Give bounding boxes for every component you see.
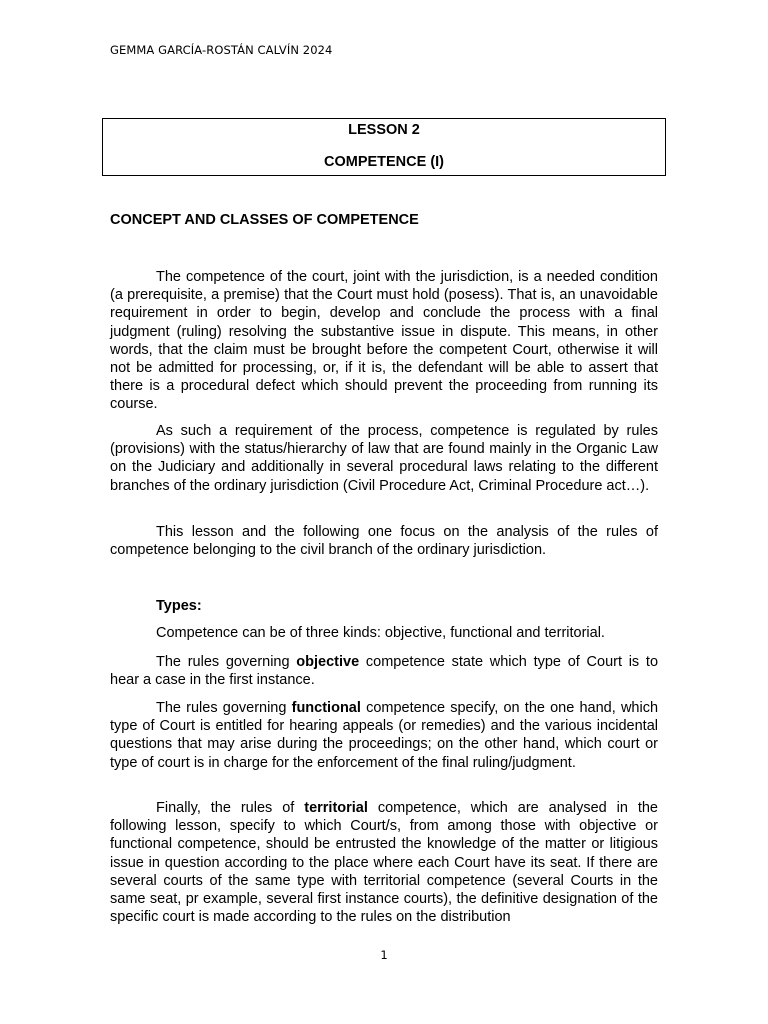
paragraph-7-rest: competence, which are analysed in the following lesson, specify to which Court/s, from among those with objective or functional competence, should be entrusted the knowledge of the matter or litigious issue in question according to the place where each Court have its seat. If there are several courts of the same type with territorial competence (several Courts in the same seat, pr example, several first instance courts), the definitive designation of the specific court is made according to the rules on the distribution [110,800,658,926]
paragraph-4: Competence can be of three kinds: objective, functional and territorial. [156,625,605,641]
paragraph-5-lead: The rules governing [156,654,297,670]
paragraph-5 [110,653,658,689]
paragraph-7 [110,799,658,926]
paragraph-3: This lesson and the following one focus on the analysis of the rules of competence belonging to the civil branch of the ordinary jurisdiction. [110,524,658,559]
paragraph-6 [110,699,658,772]
lesson-topic: COMPETENCE (I) [323,154,445,170]
page-header: GEMMA GARCÍA-ROSTÁN CALVÍN 2024 [110,43,333,57]
page-number: 1 [380,948,388,962]
paragraph-6-term: functional [291,700,361,716]
paragraph-1: The competence of the court, joint with the jurisdiction, is a needed condition (a prerequisite, a premise) that the Court must hold (posess). That is, an unavoidable requirement in order to begin, develop and conclude the process with a final judgment (ruling) resolving the substantive issue in dispute. This means, in other words, that the claim must be brought before the competent Court, otherwise it will not be admitted for processing, or, if it is, the defendant will be able to assert that there is a procedural defect which should prevent the proceeding from running its course. [110,269,658,413]
paragraph-5-term: objective [296,654,360,670]
types-heading: Types: [156,598,202,614]
paragraph-7-term: territorial [304,800,368,816]
lesson-number: LESSON 2 [348,122,420,138]
paragraph-6-rest: competence specify, on the one hand, which type of Court is entitled for hearing appeals (or remedies) and the various incidental questions that may arise during the proceedings; on the other hand, which court or type of court is in charge for the enforcement of the final ruling/judgment. [110,700,659,771]
section-heading: CONCEPT AND CLASSES OF COMPETENCE [110,212,419,228]
paragraph-6-lead: The rules governing [156,700,292,716]
lesson-title-box [102,118,666,176]
paragraph-2: As such a requirement of the process, competence is regulated by rules (provisions) with the status/hierarchy of law that are found mainly in the Organic Law on the Judiciary and additionally in several procedural laws relating to the different branches of the ordinary jurisdiction (Civil Procedure Act, Criminal Procedure act…). [110,423,658,494]
paragraph-7-lead: Finally, the rules of [156,800,305,816]
paragraph-5-rest: competence state which type of Court is to hear a case in the first instance. [110,654,659,689]
